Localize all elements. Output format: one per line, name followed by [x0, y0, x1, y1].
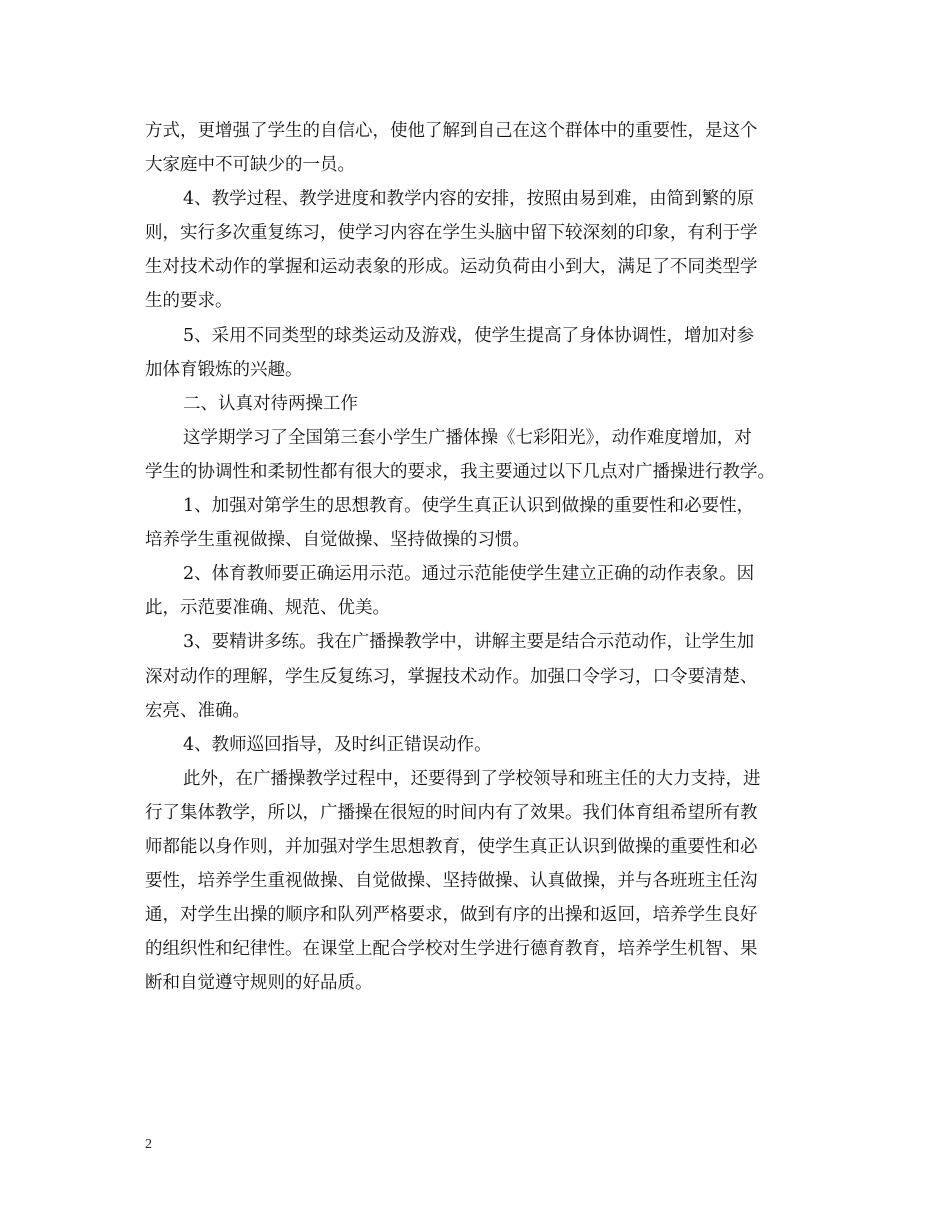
text-line: 加体育锻炼的兴趣。	[145, 359, 303, 380]
text-line: 二、认真对待两操工作	[183, 393, 358, 414]
text-line: 2、体育教师要正确运用示范。通过示范能使学生建立正确的动作表象。因	[183, 564, 755, 585]
text-line: 的组织性和纪律性。在课堂上配合学校对生学进行德育教育，培养学生机智、果	[145, 939, 758, 960]
text-line: 此外，在广播操教学过程中，还要得到了学校领导和班主任的大力支持，进	[183, 768, 761, 789]
text-line: 此，示范要准确、规范、优美。	[145, 598, 390, 619]
text-line: 大家庭中不可缺少的一员。	[145, 155, 355, 176]
text-line: 深对动作的理解，学生反复练习，掌握技术动作。加强口令学习，口令要清楚、	[145, 666, 758, 687]
text-line: 师都能以身作则，并加强对学生思想教育，使学生真正认识到做操的重要性和必	[145, 836, 758, 857]
text-line: 4、教师巡回指导，及时纠正错误动作。	[183, 734, 492, 755]
text-line: 4、教学过程、教学进度和教学内容的安排，按照由易到难，由简到繁的原	[183, 189, 755, 210]
text-line: 通，对学生出操的顺序和队列严格要求，做到有序的出操和返回，培养学生良好	[145, 905, 758, 926]
text-line: 行了集体教学，所以，广播操在很短的时间内有了效果。我们体育组希望所有教	[145, 802, 758, 823]
text-line: 3、要精讲多练。我在广播操教学中，讲解主要是结合示范动作，让学生加	[183, 632, 755, 653]
text-line: 1、加强对第学生的思想教育。使学生真正认识到做操的重要性和必要性，	[183, 496, 755, 517]
text-line: 方式，更增强了学生的自信心，使他了解到自己在这个群体中的重要性，是这个	[145, 121, 758, 141]
text-line: 生对技术动作的掌握和运动表象的形成。运动负荷由小到大，满足了不同类型学	[145, 257, 758, 278]
text-line: 生的要求。	[145, 291, 233, 312]
text-line: 5、采用不同类型的球类运动及游戏，使学生提高了身体协调性，增加对参	[183, 325, 755, 346]
text-line: 要性，培养学生重视做操、自觉做操、坚持做操、认真做操，并与各班班主任沟	[145, 871, 758, 892]
text-line: 培养学生重视做操、自觉做操、坚持做操的习惯。	[145, 530, 530, 551]
text-line: 这学期学习了全国第三套小学生广播体操《七彩阳光》，动作难度增加，对	[183, 427, 752, 448]
text-line: 断和自觉遵守规则的好品质。	[145, 973, 373, 994]
text-line: 学生的协调性和柔韧性都有很大的要求，我主要通过以下几点对广播操进行教学。	[145, 461, 775, 482]
page-number: 2	[145, 1137, 152, 1152]
text-line: 宏亮、准确。	[145, 700, 250, 721]
text-line: 则，实行多次重复练习，使学习内容在学生头脑中留下较深刻的印象，有利于学	[145, 223, 758, 244]
body-text	[145, 114, 810, 1000]
